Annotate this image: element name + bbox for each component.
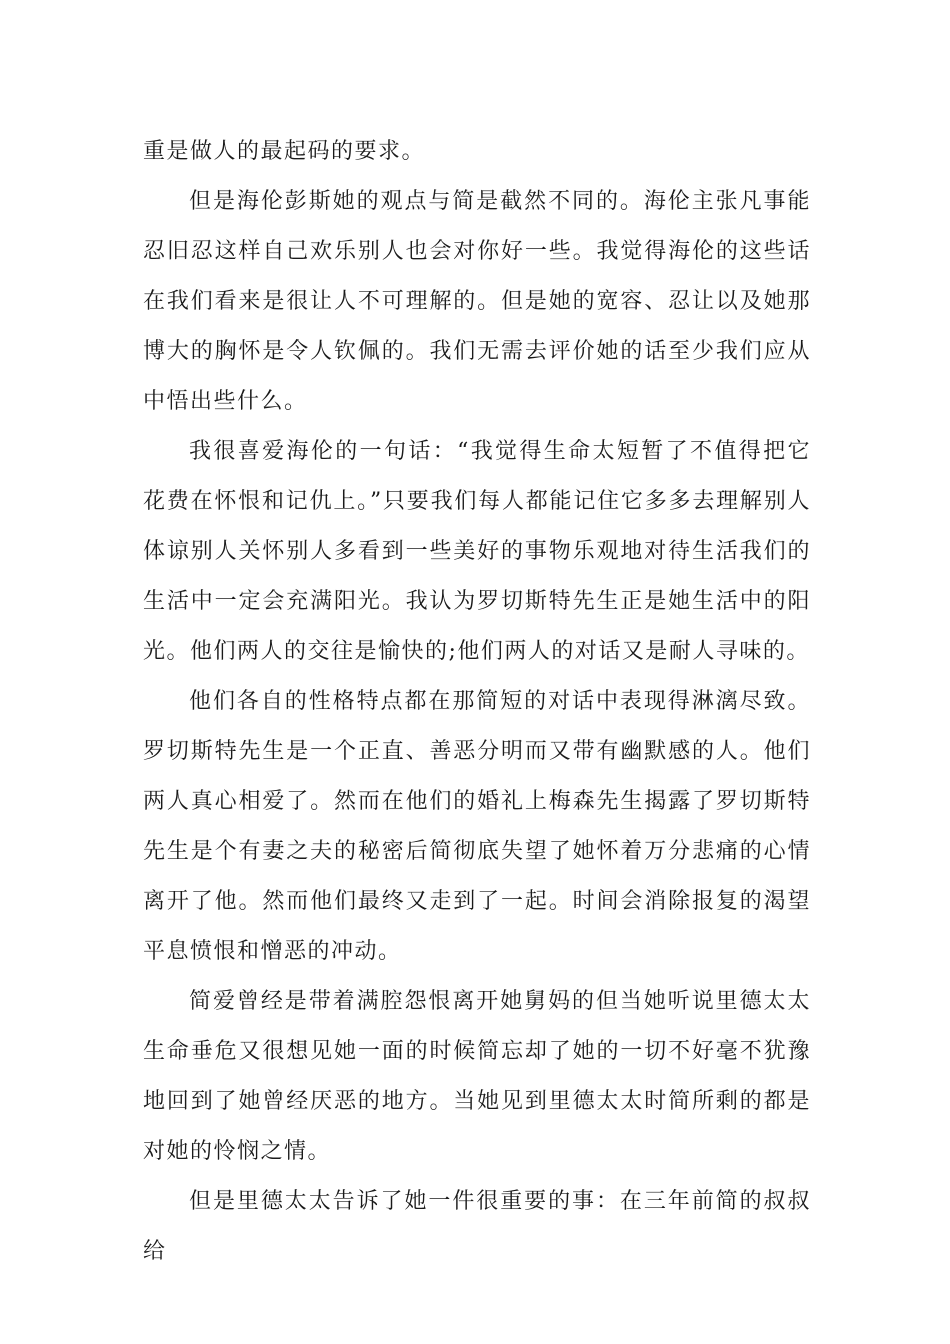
paragraph-2: 但是海伦彭斯她的观点与简是截然不同的。海伦主张凡事能忍旧忍这样自己欢乐别人也会对你好一些。我觉得海伦的这些话在我们看来是很让人不可理解的。但是她的宽容、忍让以及她那博大的胸怀是令人钦佩的。我们无需去评价她的话至少我们应从中悟出些什么。 — [143, 189, 811, 414]
paragraph-3: 我很喜爱海伦的一句话：“我觉得生命太短暂了不值得把它花费在怀恨和记仇上。”只要我们每人都能记住它多多去理解别人体谅别人关怀别人多看到一些美好的事物乐观地对待生活我们的生活中一定会充满阳光。我认为罗切斯特先生正是她生活中的阳光。他们两人的交往是愉快的;他们两人的对话又是耐人寻味的。 — [143, 439, 811, 664]
paragraph-5: 简爱曾经是带着满腔怨恨离开她舅妈的但当她听说里德太太生命垂危又很想见她一面的时候简忘却了她的一切不好毫不犹豫地回到了她曾经厌恶的地方。当她见到里德太太时简所剩的都是对她的怜悯之情。 — [143, 989, 811, 1164]
paragraph-6: 但是里德太太告诉了她一件很重要的事：在三年前简的叔叔给 — [143, 1189, 811, 1264]
document-body — [143, 127, 811, 1277]
paragraph-4: 他们各自的性格特点都在那简短的对话中表现得淋漓尽致。罗切斯特先生是一个正直、善恶分明而又带有幽默感的人。他们两人真心相爱了。然而在他们的婚礼上梅森先生揭露了罗切斯特先生是个有妻之夫的秘密后简彻底失望了她怀着万分悲痛的心情离开了他。然而他们最终又走到了一起。时间会消除报复的渴望平息愤恨和憎恶的冲动。 — [143, 689, 811, 964]
paragraph-1: 重是做人的最起码的要求。 — [143, 139, 426, 164]
